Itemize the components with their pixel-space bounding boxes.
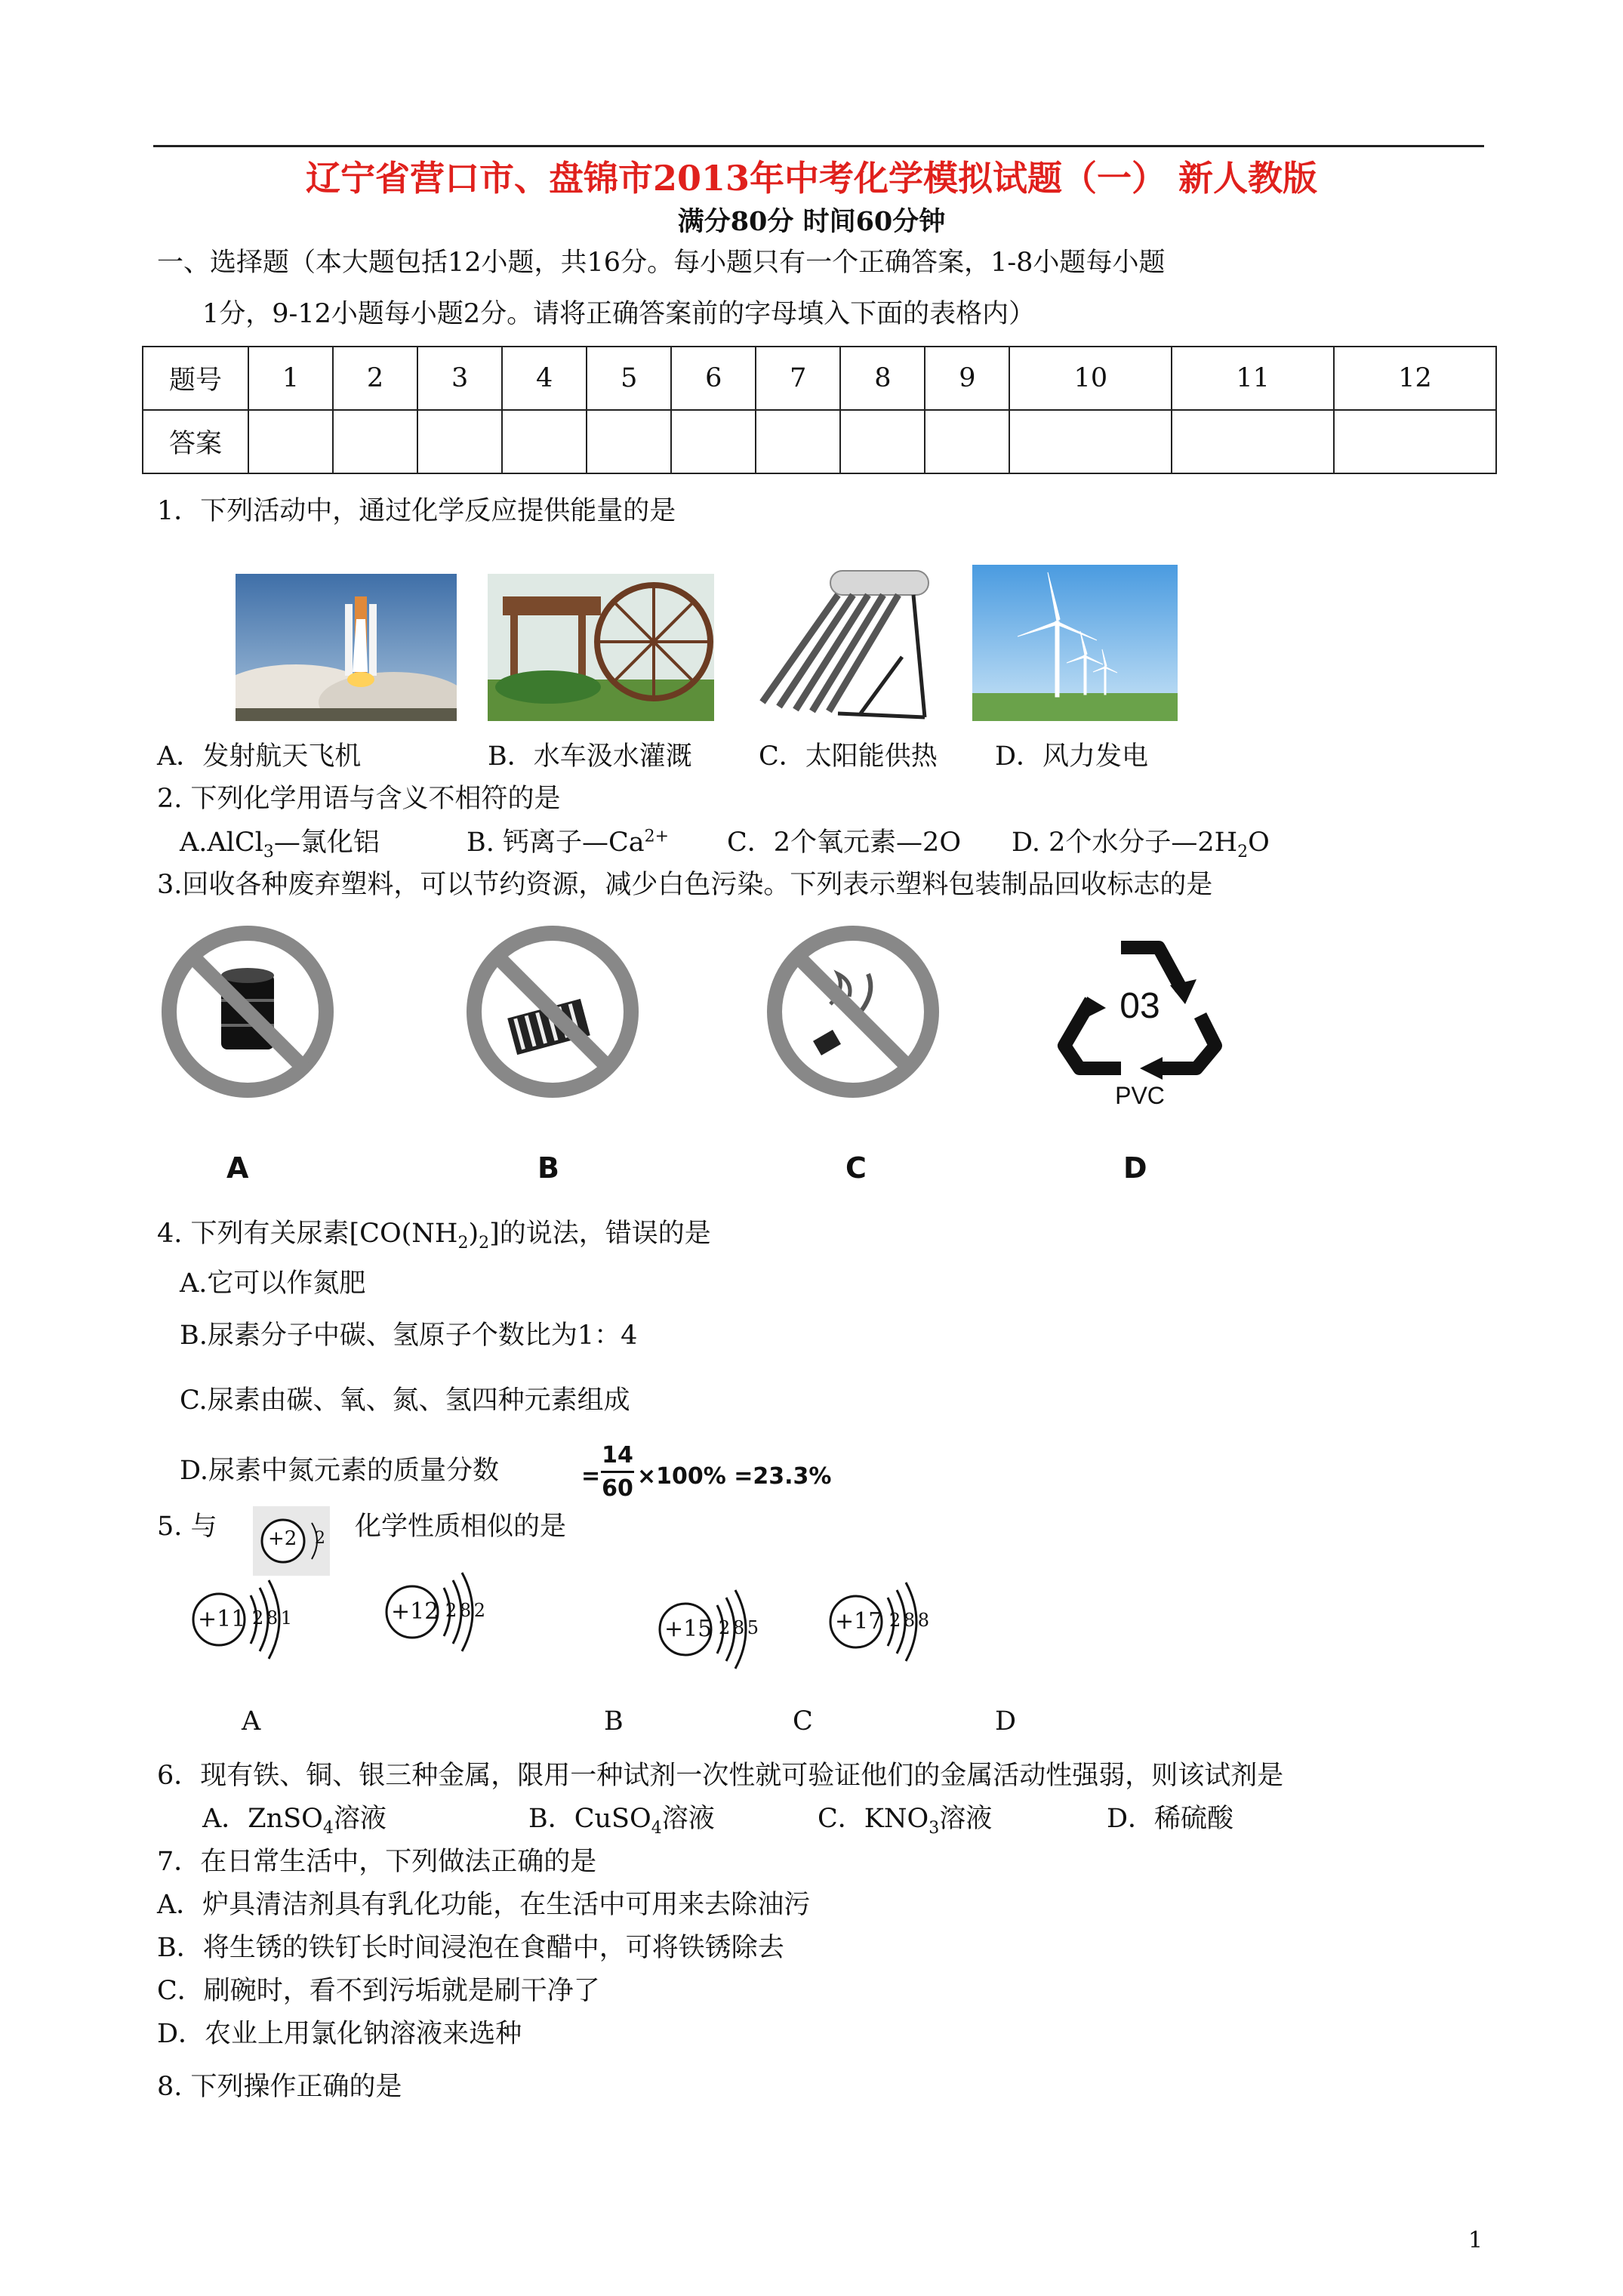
q2-option-c: C．2个氧元素—2O [727, 827, 962, 858]
table-cell-number: 10 [1009, 347, 1172, 410]
answer-cell[interactable] [333, 410, 417, 473]
q4-option-d: D.尿素中氮元素的质量分数 [180, 1456, 499, 1486]
answer-cell[interactable] [840, 410, 925, 473]
no-barrel-sign-icon [157, 921, 338, 1102]
q3-letter-a: A [226, 1151, 249, 1185]
q7-option-d: D．农业上用氯化钠溶液来选种 [157, 2019, 522, 2049]
q6-option-c: C．$KNO_3$溶液 [818, 1804, 993, 1838]
table-cell-number: 7 [756, 347, 840, 410]
q3-letter-c: C [845, 1151, 867, 1185]
q4-stem: 4. 下列有关尿素$[CO(NH_2)_2]$的说法，错误的是 [157, 1219, 711, 1253]
table-cell-number: 3 [417, 347, 502, 410]
page-number: 1 [1468, 2227, 1483, 2254]
q5-letter-a: A [242, 1706, 261, 1737]
water-wheel-image [488, 574, 714, 721]
table-row [143, 410, 1496, 473]
table-cell-number: 2 [333, 347, 417, 410]
table-cell-number: 9 [925, 347, 1009, 410]
answer-cell[interactable] [1009, 410, 1172, 473]
q1-option-d: D．风力发电 [995, 741, 1149, 772]
q7-option-c: C．刷碗时，看不到污垢就是刷干净了 [157, 1976, 600, 2006]
page-title: 辽宁省营口市、盘锦市2013年中考化学模拟试题（一） 新人教版 [305, 158, 1318, 199]
chlorine-atom-diagram: +17 2 8 8 [826, 1576, 954, 1675]
q7-option-b: B．将生锈的铁钉长时间浸泡在食醋中，可将铁锈除去 [157, 1933, 784, 1963]
q2-option-a: A.AlCl$_3$—氯化铝 [180, 827, 380, 861]
q6-option-d: D．稀硫酸 [1107, 1804, 1234, 1834]
q1-stem: 1．下列活动中，通过化学反应提供能量的是 [157, 496, 676, 526]
solar-heater-image [747, 566, 935, 725]
table-header-cell: 题号 [143, 347, 248, 410]
q4-option-c: C.尿素由碳、氧、氮、氢四种元素组成 [180, 1385, 630, 1416]
table-cell-number: 12 [1334, 347, 1496, 410]
formula-numerator: 14 [602, 1442, 633, 1469]
q6-option-a: A．ZnSO$_4$溶液 [202, 1804, 387, 1838]
answer-cell[interactable] [756, 410, 840, 473]
table-row [143, 347, 1496, 410]
section-instructions-line2: 1分，9-12小题每小题2分。请将正确答案前的字母填入下面的表格内） [202, 299, 1036, 329]
q4-option-a: A.它可以作氮肥 [180, 1268, 366, 1299]
q6-stem: 6．现有铁、铜、银三种金属，限用一种试剂一次性就可验证他们的金属活动性强弱，则该试剂是 [157, 1761, 1284, 1791]
table-cell-number: 6 [671, 347, 756, 410]
formula-result: ×100% =23.3% [637, 1463, 832, 1490]
answer-cell[interactable] [248, 410, 333, 473]
q5-letter-c: C [793, 1706, 813, 1737]
q5-stem-post: 化学性质相似的是 [355, 1512, 567, 1542]
answer-cell[interactable] [417, 410, 502, 473]
answer-cell[interactable] [502, 410, 587, 473]
helium-atom-diagram: +2 2 [253, 1506, 330, 1576]
q1-option-b: B．水车汲水灌溉 [488, 741, 692, 772]
table-cell-number: 8 [840, 347, 925, 410]
sodium-atom-diagram: +11 2 8 1 [190, 1574, 311, 1665]
q3-letter-b: B [537, 1151, 559, 1185]
space-shuttle-image [236, 574, 457, 721]
q7-stem: 7．在日常生活中，下列做法正确的是 [157, 1847, 597, 1877]
q4-option-b: B.尿素分子中碳、氢原子个数比为1：4 [180, 1321, 638, 1351]
table-header-cell: 答案 [143, 410, 248, 473]
phosphorus-atom-diagram: +15 2 8 5 [655, 1584, 784, 1682]
q5-letter-d: D [995, 1706, 1017, 1737]
answer-cell[interactable] [671, 410, 756, 473]
q2-stem: 2. 下列化学用语与含义不相符的是 [157, 784, 561, 814]
answer-cell[interactable] [587, 410, 671, 473]
recycle-code: 03 [1119, 986, 1160, 1026]
header-rule [153, 145, 1484, 147]
q5-stem-pre: 5. 与 [157, 1512, 217, 1542]
q2-option-b: B. 钙离子$—Ca^{2+}$ [467, 827, 670, 858]
table-cell-number: 1 [248, 347, 333, 410]
answer-table [142, 346, 1497, 474]
q6-option-b: B．CuSO$_4$溶液 [528, 1804, 715, 1838]
formula-denominator: 60 [602, 1475, 633, 1502]
table-cell-number: 11 [1172, 347, 1334, 410]
q2-option-d: D. 2个水分子$—2H_2O$ [1012, 827, 1270, 861]
answer-cell[interactable] [925, 410, 1009, 473]
no-matches-sign-icon [462, 921, 643, 1102]
no-smoking-sign-icon [762, 921, 944, 1102]
table-cell-number: 4 [502, 347, 587, 410]
recycle-symbol-icon [1049, 925, 1230, 1121]
answer-cell[interactable] [1172, 410, 1334, 473]
page-subtitle: 满分80分 时间60分钟 [677, 206, 946, 237]
table-cell-number: 5 [587, 347, 671, 410]
q8-stem: 8. 下列操作正确的是 [157, 2072, 402, 2102]
q7-option-a: A．炉具清洁剂具有乳化功能，在生活中可用来去除油污 [157, 1890, 811, 1920]
answer-cell[interactable] [1334, 410, 1496, 473]
q1-option-c: C．太阳能供热 [759, 741, 938, 772]
q5-letter-b: B [604, 1706, 624, 1737]
wind-turbine-image [972, 565, 1178, 721]
section-instructions-line1: 一、选择题（本大题包括12小题，共16分。每小题只有一个正确答案，1-8小题每小题 [157, 248, 1166, 278]
magnesium-atom-diagram: +12 2 8 2 [383, 1567, 504, 1657]
q1-option-a: A．发射航天飞机 [157, 741, 362, 772]
q3-letter-d: D [1123, 1151, 1147, 1185]
q3-stem: 3.回收各种废弃塑料，可以节约资源，减少白色污染。下列表示塑料包装制品回收标志的是 [157, 870, 1213, 900]
recycle-material-name: PVC [1115, 1082, 1165, 1109]
